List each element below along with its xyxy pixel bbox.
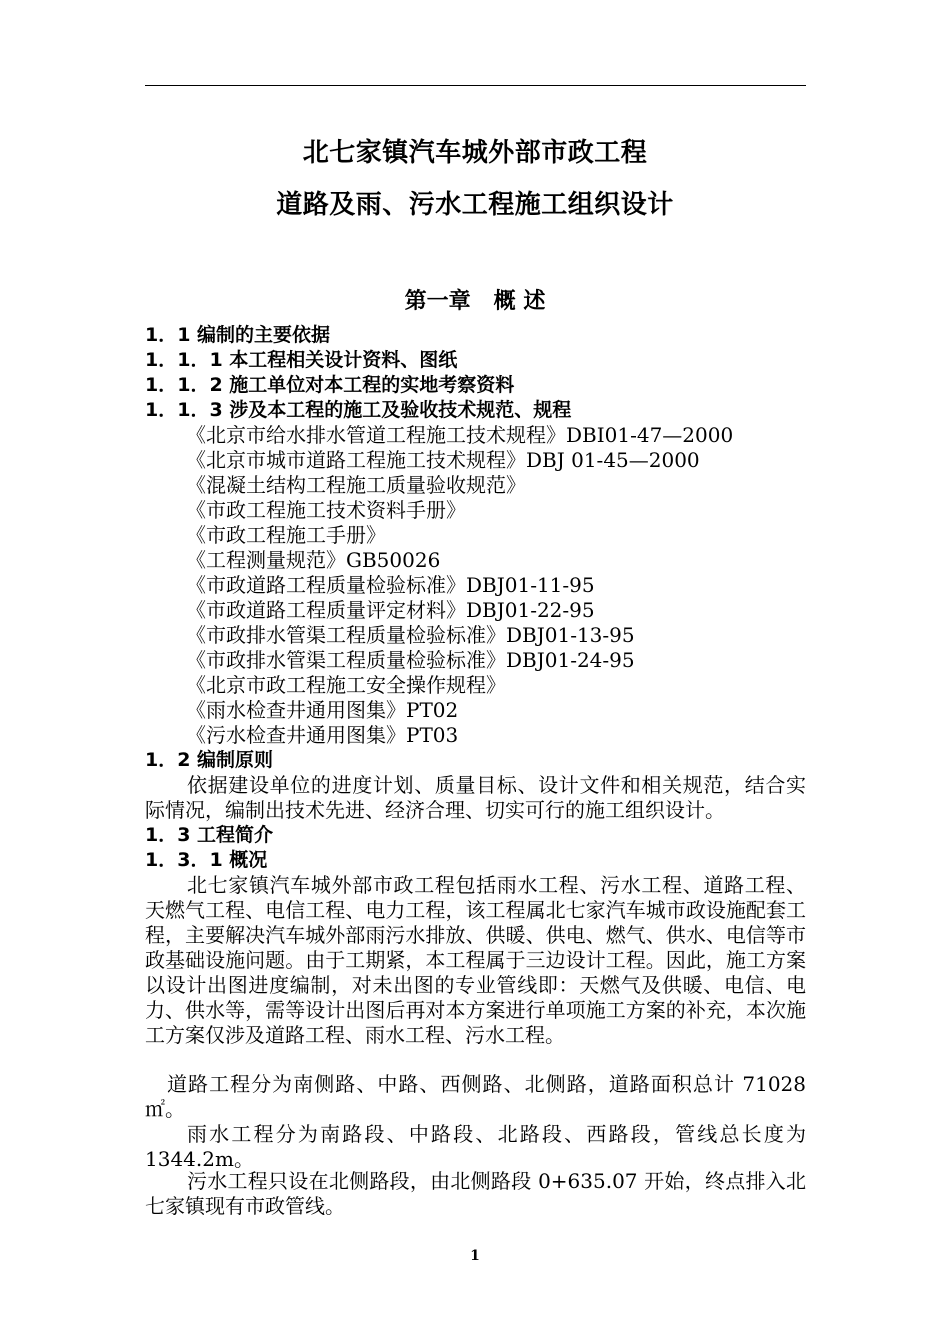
- reference-item: 《污水检查井通用图集》PT03: [186, 723, 459, 747]
- reference-item: 《市政工程施工手册》: [186, 523, 386, 547]
- reference-item: 《市政排水管渠工程质量检验标准》DBJ01-24-95: [186, 648, 635, 672]
- reference-item: 《雨水检查井通用图集》PT02: [186, 698, 459, 722]
- reference-item: 《市政道路工程质量评定材料》DBJ01-22-95: [186, 598, 595, 622]
- reference-item: 《市政道路工程质量检验标准》DBJ01-11-95: [186, 573, 595, 597]
- reference-item: 《北京市给水排水管道工程施工技术规程》DBI01-47—2000: [186, 423, 734, 447]
- document-title-line2: 道路及雨、污水工程施工组织设计: [276, 190, 674, 220]
- chapter-label: 第一章: [404, 289, 471, 314]
- reference-item: 《北京市政工程施工安全操作规程》: [186, 673, 506, 697]
- section-1-3: 1．3 工程简介: [145, 824, 274, 846]
- section-1-3-1: 1．3．1 概况: [145, 849, 268, 871]
- sewage-paragraph: 污水工程只设在北侧路段，由北侧路段 0+635.07 开始，终点排入北七家镇现有市政管线。: [145, 1169, 806, 1218]
- chapter-name: 概 述: [493, 289, 546, 314]
- section-1-1: 1．1 编制的主要依据: [145, 324, 331, 346]
- page-number: 1: [470, 1248, 480, 1264]
- chapter-heading: [0, 284, 950, 315]
- section-1-1-2: 1．1．2 施工单位对本工程的实地考察资料: [145, 374, 515, 396]
- header-rule: [145, 85, 806, 86]
- overview-paragraph: 北七家镇汽车城外部市政工程包括雨水工程、污水工程、道路工程、天燃气工程、电信工程、电力工程，该工程属北七家汽车城市政设施配套工程，主要解决汽车城外部雨污水排放、供暖、供电、燃气、供水、电信等市政基础设施问题。由于工期紧，本工程属于三边设计工程。因此，施工方案以设计出图进度编制，对未出图的专业管线即：天燃气及供暖、电信、电力、供水等，需等设计出图后再对本方案进行单项施工方案的补充，本次施工方案仅涉及道路工程、雨水工程、污水工程。: [145, 873, 806, 1047]
- reference-item: 《混凝土结构工程施工质量验收规范》: [186, 473, 526, 497]
- document-title-line1: 北七家镇汽车城外部市政工程: [302, 138, 648, 168]
- rain-paragraph: 雨水工程分为南路段、中路段、北路段、西路段，管线总长度为 1344.2m。: [145, 1122, 806, 1171]
- reference-item: 《工程测量规范》GB50026: [186, 548, 441, 572]
- section-1-2: 1．2 编制原则: [145, 749, 274, 771]
- road-paragraph: 道路工程分为南侧路、中路、西侧路、北侧路，道路面积总计 71028 ㎡。: [145, 1072, 806, 1121]
- section-1-1-3: 1．1．3 涉及本工程的施工及验收技术规范、规程: [145, 399, 572, 421]
- reference-item: 《北京市城市道路工程施工技术规程》DBJ 01-45—2000: [186, 448, 700, 472]
- reference-item: 《市政工程施工技术资料手册》: [186, 498, 466, 522]
- principle-paragraph: 依据建设单位的进度计划、质量目标、设计文件和相关规范，结合实际情况，编制出技术先进、经济合理、切实可行的施工组织设计。: [145, 773, 806, 822]
- reference-item: 《市政排水管渠工程质量检验标准》DBJ01-13-95: [186, 623, 635, 647]
- section-1-1-1: 1．1．1 本工程相关设计资料、图纸: [145, 349, 458, 371]
